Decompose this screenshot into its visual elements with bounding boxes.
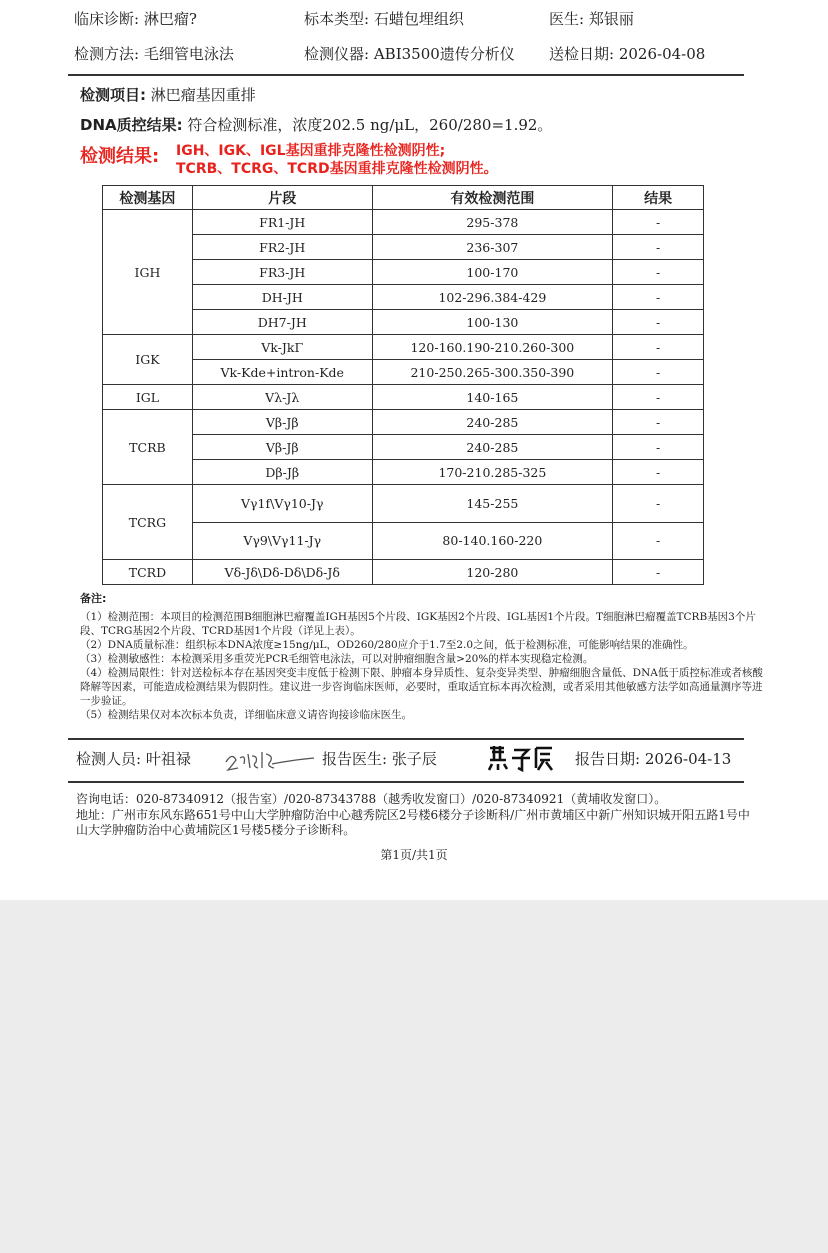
note-item: （4）检测局限性：针对送检标本存在基因突变丰度低于检测下限、肿瘤本身异质性、复杂变异类型、肿瘤细胞含量低、DNA低于质控标准或者核酸降解等因素，可能造成检测结果为假阴性。建议进一步咨询临床医师，必要时，重取适宜标本再次检测，或者采用其他敏感方法学如高通量测序等进一步验证。 <box>80 667 763 707</box>
result-label: 检测结果: <box>80 146 160 167</box>
result-cell: - <box>613 435 704 460</box>
range-cell: 100-170 <box>372 260 613 285</box>
range-cell: 140-165 <box>372 385 613 410</box>
result-cell: - <box>613 385 704 410</box>
specimen-field <box>304 8 464 29</box>
contact-phone: 咨询电话：020-87340912（报告室）/020-87343788（越秀收发窗口）/020-87340921（黄埔收发窗口）。 <box>76 792 667 806</box>
tester-signature <box>222 744 317 774</box>
fragment-cell: DH7-JH <box>192 310 372 335</box>
result-line-2: TCRB、TCRG、TCRD基因重排克隆性检测阴性。 <box>176 161 498 177</box>
label: 医生: <box>549 10 585 28</box>
value: 张子辰 <box>391 750 437 768</box>
diagnosis-field <box>74 8 197 29</box>
divider <box>68 74 744 76</box>
result-cell: - <box>613 460 704 485</box>
gene-cell: IGH <box>103 210 193 335</box>
fragment-cell: Vλ-Jλ <box>192 385 372 410</box>
tester-field <box>76 748 191 769</box>
label: 检测项目: <box>80 86 146 104</box>
footer <box>76 792 756 839</box>
range-cell: 102-296.384-429 <box>372 285 613 310</box>
fragment-cell: Vk-JkΓ <box>192 335 372 360</box>
table-row <box>103 522 704 560</box>
table-row <box>103 410 704 435</box>
result-cell: - <box>613 560 704 585</box>
note-item: （5）检测结果仅对本次标本负责，详细临床意义请咨询接诊临床医生。 <box>80 709 413 721</box>
result-cell: - <box>613 260 704 285</box>
fragment-cell: FR2-JH <box>192 235 372 260</box>
value: 符合检测标准，浓度202.5 ng/μL，260/280=1.92。 <box>187 116 553 134</box>
instrument-field <box>304 43 515 64</box>
fragment-cell: Dβ-Jβ <box>192 460 372 485</box>
note-item: （2）DNA质量标准：组织标本DNA浓度≥15ng/μL，OD260/280应介于1.7至2.0之间，低于检测标准，可能影响结果的准确性。 <box>80 639 694 651</box>
table-row <box>103 485 704 523</box>
result-cell: - <box>613 410 704 435</box>
label: 检测仪器: <box>304 45 370 63</box>
col-result: 结果 <box>613 186 704 210</box>
value: 淋巴瘤基因重排 <box>150 86 256 104</box>
label: 报告医生: <box>322 750 388 768</box>
fragment-cell: Vβ-Jβ <box>192 410 372 435</box>
table-row <box>103 335 704 360</box>
range-cell: 145-255 <box>372 485 613 523</box>
result-cell: - <box>613 335 704 360</box>
label: DNA质控结果: <box>80 116 183 134</box>
range-cell: 210-250.265-300.350-390 <box>372 360 613 385</box>
range-cell: 100-130 <box>372 310 613 335</box>
table-row <box>103 560 704 585</box>
fragment-cell: FR1-JH <box>192 210 372 235</box>
table-header <box>103 186 704 210</box>
table-row <box>103 235 704 260</box>
value: 2026-04-13 <box>644 750 732 768</box>
label: 检测方法: <box>74 45 140 63</box>
label: 报告日期: <box>575 750 641 768</box>
fragment-cell: Vβ-Jβ <box>192 435 372 460</box>
range-cell: 295-378 <box>372 210 613 235</box>
label: 标本类型: <box>304 10 370 28</box>
result-cell: - <box>613 360 704 385</box>
label: 检测人员: <box>76 750 142 768</box>
table-row <box>103 385 704 410</box>
table-row <box>103 285 704 310</box>
gene-cell: TCRD <box>103 560 193 585</box>
fragment-cell: DH-JH <box>192 285 372 310</box>
col-gene: 检测基因 <box>103 186 193 210</box>
value: 石蜡包埋组织 <box>373 10 464 28</box>
range-cell: 120-160.190-210.260-300 <box>372 335 613 360</box>
gene-cell: TCRG <box>103 485 193 560</box>
table-row <box>103 260 704 285</box>
address: 地址：广州市东风东路651号中山大学肿瘤防治中心越秀院区2号楼6楼分子诊断科/广州市黄埔区中新广州知识城开阳五路1号中山大学肿瘤防治中心黄埔院区1号楼5楼分子诊断科。 <box>76 807 750 837</box>
table-row <box>103 435 704 460</box>
table-row <box>103 460 704 485</box>
gene-cell: IGL <box>103 385 193 410</box>
divider <box>68 781 744 783</box>
doctor-field <box>549 8 634 29</box>
method-field <box>74 43 234 64</box>
value: 叶祖禄 <box>145 750 191 768</box>
send-date-field <box>549 43 705 64</box>
value: 2026-04-08 <box>618 45 706 63</box>
result-cell: - <box>613 310 704 335</box>
table-row <box>103 210 704 235</box>
test-item <box>80 84 256 105</box>
col-fragment: 片段 <box>192 186 372 210</box>
table-row <box>103 360 704 385</box>
result-cell: - <box>613 522 704 560</box>
result-cell: - <box>613 235 704 260</box>
notes <box>80 592 772 722</box>
fragment-cell: Vγ9\Vγ11-Jγ <box>192 522 372 560</box>
results-table <box>102 185 704 585</box>
fragment-cell: Vγ1f\Vγ10-Jγ <box>192 485 372 523</box>
result-cell: - <box>613 485 704 523</box>
dna-qc <box>80 114 552 135</box>
range-cell: 170-210.285-325 <box>372 460 613 485</box>
fragment-cell: Vk-Kde+intron-Kde <box>192 360 372 385</box>
report-date-field <box>575 748 731 769</box>
range-cell: 240-285 <box>372 435 613 460</box>
note-item: （3）检测敏感性：本检测采用多重荧光PCR毛细管电泳法，可以对肿瘤细胞含量>20%的样本实现稳定检测。 <box>80 653 594 665</box>
divider <box>68 738 744 740</box>
label: 送检日期: <box>549 45 615 63</box>
result-cell: - <box>613 285 704 310</box>
fragment-cell: Vδ-Jδ\Dδ-Dδ\Dδ-Jδ <box>192 560 372 585</box>
gene-cell: IGK <box>103 335 193 385</box>
value: 毛细管电泳法 <box>143 45 234 63</box>
result-cell: - <box>613 210 704 235</box>
note-item: （1）检测范围：本项目的检测范围B细胞淋巴瘤覆盖IGH基因5个片段、IGK基因2个片段、IGL基因1个片段。T细胞淋巴瘤覆盖TCRB基因3个片段、TCRG基因2个片段、TCRD基因1个片段（详见上表）。 <box>80 611 756 637</box>
result-line-1: IGH、IGK、IGL基因重排克隆性检测阴性; <box>176 143 446 159</box>
label: 临床诊断: <box>74 10 140 28</box>
value: 郑银丽 <box>588 10 634 28</box>
range-cell: 80-140.160-220 <box>372 522 613 560</box>
col-range: 有效检测范围 <box>372 186 613 210</box>
page-number: 第1页/共1页 <box>380 848 448 862</box>
reporter-field <box>322 748 437 769</box>
gene-cell: TCRB <box>103 410 193 485</box>
notes-title: 备注: <box>80 592 107 605</box>
reporter-signature <box>486 742 556 772</box>
range-cell: 120-280 <box>372 560 613 585</box>
table-row <box>103 310 704 335</box>
value: 淋巴瘤? <box>143 10 197 28</box>
value: ABI3500遗传分析仪 <box>373 45 515 63</box>
fragment-cell: FR3-JH <box>192 260 372 285</box>
range-cell: 240-285 <box>372 410 613 435</box>
range-cell: 236-307 <box>372 235 613 260</box>
